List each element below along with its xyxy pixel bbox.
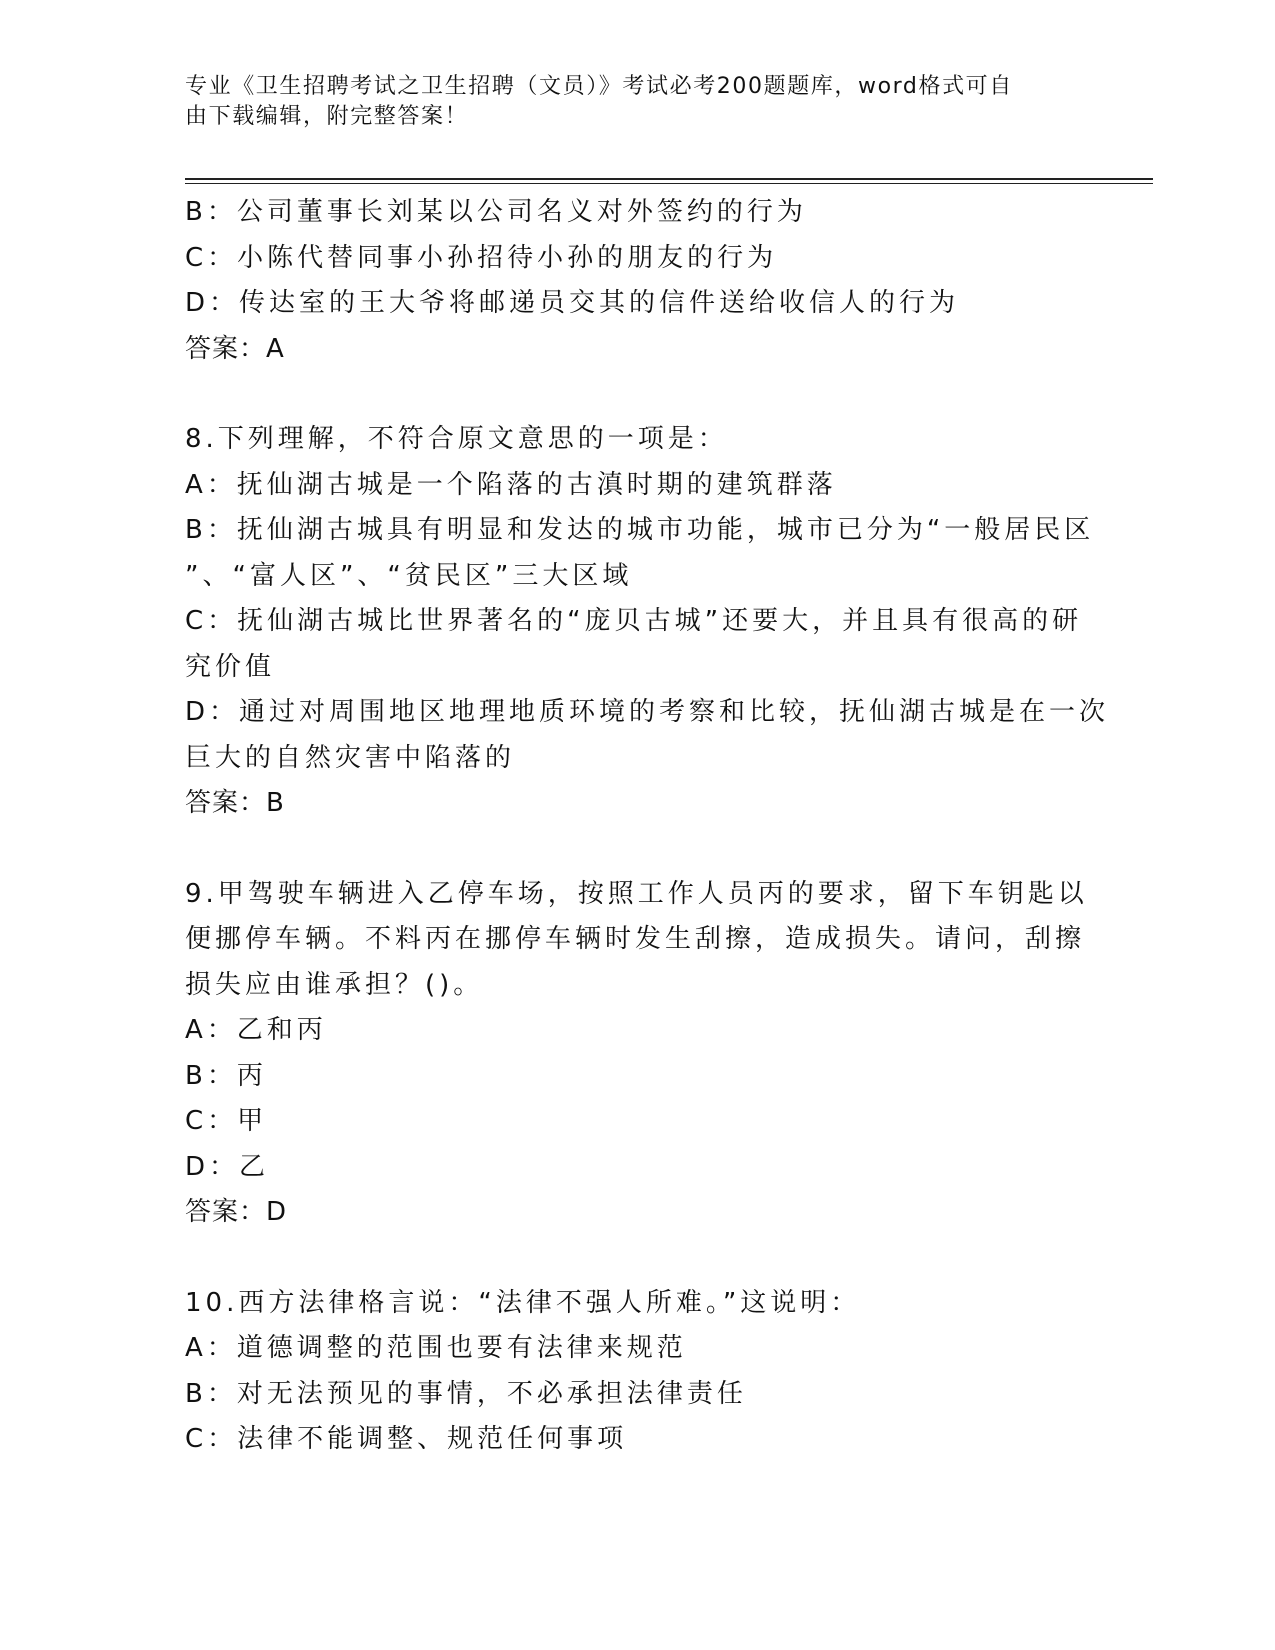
- q7-option-c: C：小陈代替同事小孙招待小孙的朋友的行为: [185, 242, 778, 273]
- q9-answer: 答案：D: [185, 1197, 288, 1227]
- q8-option-b-line-1: B：抚仙湖古城具有明显和发达的城市功能，城市已分为“一般居民区: [185, 515, 1095, 545]
- q8-option-a: A：抚仙湖古城是一个陷落的古滇时期的建筑群落: [185, 469, 837, 500]
- q7-option-b: B：公司董事长刘某以公司名义对外签约的行为: [185, 197, 807, 227]
- question-7-continued: [185, 190, 1085, 372]
- question-9: [185, 872, 1088, 1236]
- header-line-2: 由下载编辑，附完整答案！: [185, 104, 469, 129]
- q8-option-b-line-2: ”、“富人区”、“贫民区”三大区域: [185, 560, 633, 591]
- header-line-1: 专业《卫生招聘考试之卫生招聘（文员）》考试必考200题题库，word格式可自: [185, 74, 1013, 99]
- header-divider-thick: [185, 178, 1153, 180]
- document-body: [185, 190, 1110, 1463]
- q10-option-c: C：法律不能调整、规范任何事项: [185, 1424, 628, 1454]
- q8-stem: 8.下列理解，不符合原文意思的一项是：: [185, 424, 728, 454]
- question-8: [185, 417, 1110, 827]
- q9-option-d: D：乙: [185, 1151, 270, 1182]
- document-header: [185, 72, 1065, 132]
- q7-answer: 答案：A: [185, 333, 285, 364]
- q10-stem: 10.西方法律格言说：“法律不强人所难。”这说明：: [185, 1287, 861, 1318]
- question-10: [185, 1281, 1085, 1463]
- q8-answer: 答案：B: [185, 788, 285, 818]
- q9-option-a: A：乙和丙: [185, 1015, 327, 1045]
- header-divider-thin: [185, 183, 1153, 184]
- q8-option-d-line-1: D：通过对周围地区地理地质环境的考察和比较，抚仙湖古城是在一次: [185, 697, 1110, 727]
- q9-option-b: B：丙: [185, 1060, 267, 1091]
- q7-option-d: D：传达室的王大爷将邮递员交其的信件送给收信人的行为: [185, 288, 960, 318]
- q10-option-b: B：对无法预见的事情，不必承担法律责任: [185, 1378, 747, 1409]
- q8-option-c-line-2: 究价值: [185, 651, 276, 682]
- q8-option-d-line-2: 巨大的自然灾害中陷落的: [185, 742, 516, 773]
- q10-option-a: A：道德调整的范围也要有法律来规范: [185, 1333, 687, 1363]
- q9-stem-line-1: 9.甲驾驶车辆进入乙停车场，按照工作人员丙的要求，留下车钥匙以: [185, 878, 1088, 909]
- q9-option-c: C：甲: [185, 1106, 268, 1136]
- q8-option-c-line-1: C：抚仙湖古城比世界著名的“庞贝古城”还要大，并且具有很高的研: [185, 606, 1083, 636]
- q9-stem-line-3: 损失应由谁承担？()。: [185, 969, 484, 1000]
- q9-stem-line-2: 便挪停车辆。不料丙在挪停车辆时发生刮擦，造成损失。请问，刮擦: [185, 924, 1086, 954]
